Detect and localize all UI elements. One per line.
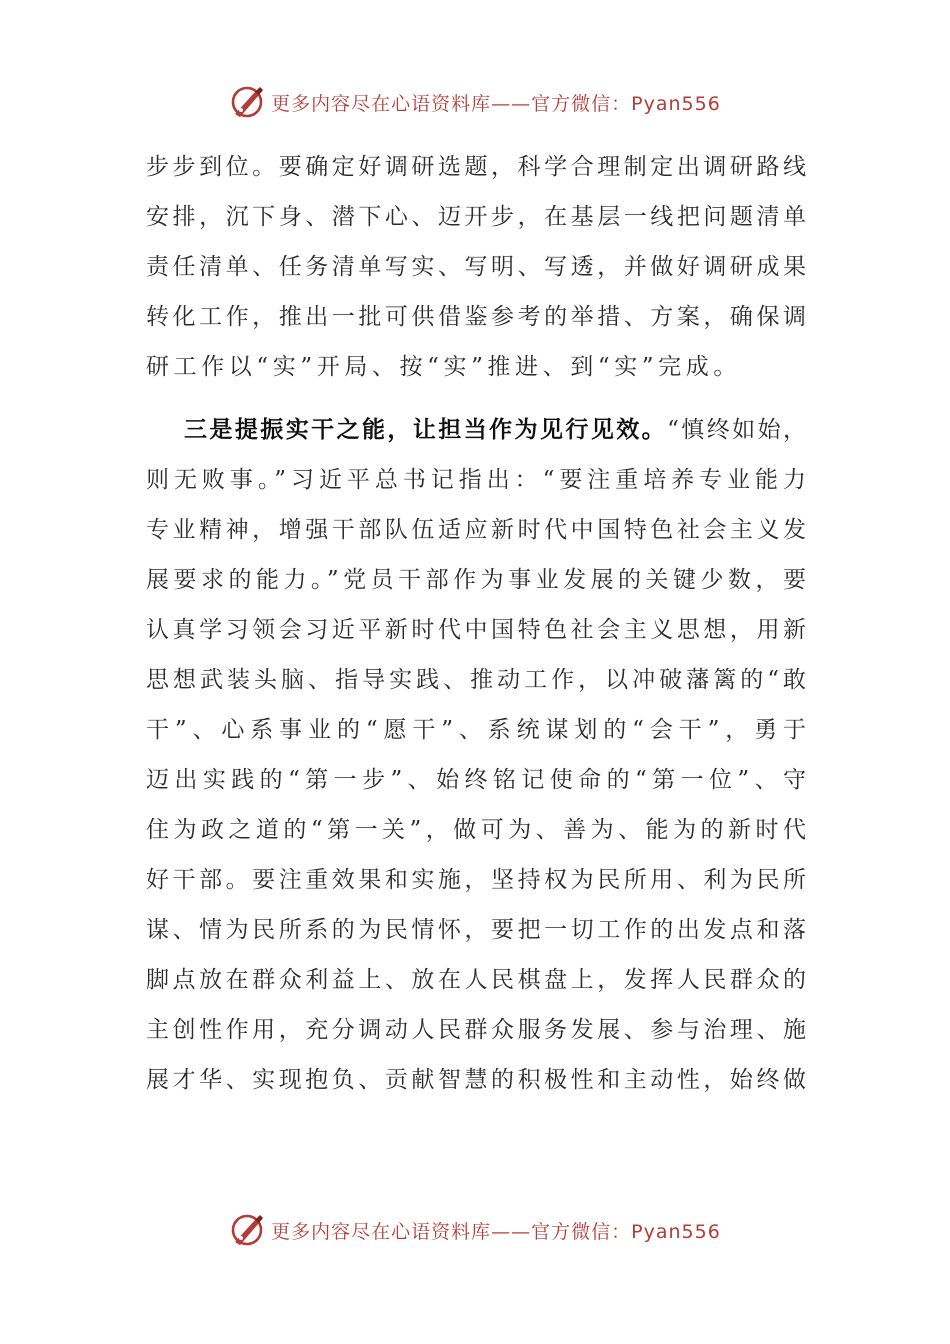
- text-line: 转化工作，推出一批可供借鉴参考的举措、方案，确保调: [146, 304, 806, 330]
- text-line: 安排，沉下身、潜下心、迈开步，在基层一线把问题清单: [146, 204, 806, 230]
- text-line: 脚点放在群众利益上、放在人民棋盘上，发挥人民群众的: [146, 967, 806, 993]
- text-line: 认真学习领会习近平新时代中国特色社会主义思想，用新: [146, 617, 806, 643]
- text-line: 住为政之道的“第一关”，做可为、善为、能为的新时代: [146, 817, 806, 843]
- text-line: 展要求的能力。”党员干部作为事业发展的关键少数，要: [146, 567, 806, 593]
- text-line: 主创性作用，充分调动人民群众服务发展、参与治理、施: [146, 1017, 806, 1043]
- heading-line-rest: “慎终如始，: [667, 417, 806, 443]
- paragraph-heading: 三是提振实干之能，让担当作为见行见效。: [184, 416, 668, 443]
- text-line: 展才华、实现抱负、贡献智慧的积极性和主动性，始终做: [146, 1067, 806, 1093]
- footer-wechat-id: Pyan556: [631, 1220, 721, 1243]
- text-line: 研工作以“实”开局、按“实”推进、到“实”完成。: [146, 354, 741, 380]
- footer-banner: [0, 1208, 950, 1252]
- header-banner: [0, 80, 950, 124]
- paragraph-heading-line: [184, 410, 806, 450]
- text-line: 好干部。要注重效果和实施，坚持权为民所用、利为民所: [146, 867, 806, 893]
- header-banner-text: 更多内容尽在心语资料库——官方微信：Pyan556: [271, 92, 721, 115]
- pen-circle-logo-icon: [229, 1212, 265, 1248]
- text-line: 步步到位。要确定好调研选题，科学合理制定出调研路线: [146, 154, 806, 180]
- text-line: 谋、情为民所系的为民情怀，要把一切工作的出发点和落: [146, 917, 806, 943]
- pen-circle-logo-icon: [229, 84, 265, 120]
- text-line: 则无败事。”习近平总书记指出：“要注重培养专业能力: [146, 467, 806, 493]
- text-line: 专业精神，增强干部队伍适应新时代中国特色社会主义发: [146, 517, 806, 543]
- text-line: 思想武装头脑、指导实践、推动工作，以冲破藩篱的“敢: [146, 667, 806, 693]
- header-wechat-id: Pyan556: [631, 92, 721, 115]
- text-line: 责任清单、任务清单写实、写明、写透，并做好调研成果: [146, 254, 806, 280]
- text-line: 迈出实践的“第一步”、始终铭记使命的“第一位”、守: [146, 767, 806, 793]
- footer-banner-text: 更多内容尽在心语资料库——官方微信：Pyan556: [271, 1220, 721, 1243]
- text-line: 干”、心系事业的“愿干”、系统谋划的“会干”，勇于: [146, 717, 806, 743]
